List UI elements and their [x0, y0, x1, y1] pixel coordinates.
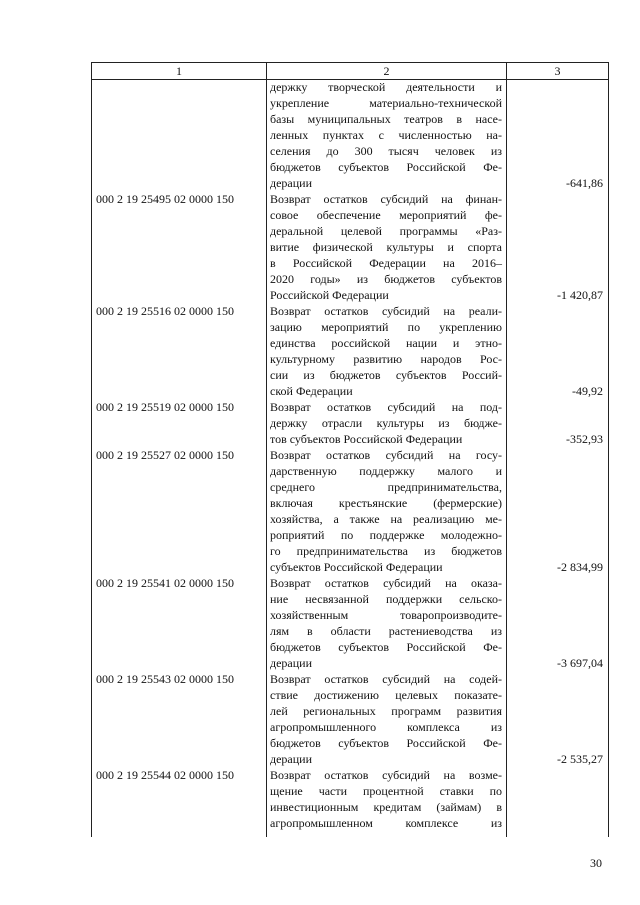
column-header-2: 2	[383, 64, 390, 78]
row-amount: -352,93	[566, 432, 603, 446]
row-description: Возврат остатков субсидий на под- держку отрасли культуры из бюдже- тов субъектов Российской Федерации	[270, 400, 502, 446]
row-description: Возврат остатков субсидий на возме- щение части процентной ставки по инвестиционным кредитам (займам) в агропромышленном комплексе из	[270, 768, 502, 830]
row-code: 000 2 19 25527 02 0000 150	[96, 448, 234, 462]
row-code: 000 2 19 25519 02 0000 150	[96, 400, 234, 414]
row-amount: -1 420,87	[557, 288, 603, 302]
page-number: 30	[590, 856, 602, 870]
row-description: Возврат остатков субсидий на госу- дарственную поддержку малого и среднего предпринимательства, включая крестьянские (фермерские) хозяйства, а также на реализацию ме- роприятий по поддержке молодежно- го предпринимательства из бюджетов субъектов Российской Федерации	[270, 448, 502, 574]
row-description: держку творческой деятельности и укрепление материально-технической базы муниципальных театров в насе- ленных пунктах с численностью на- селения до 300 тысяч человек из бюджетов субъектов Российской Фе- дерации	[270, 80, 502, 190]
column-divider	[266, 63, 267, 837]
column-divider	[506, 63, 507, 837]
row-amount: -3 697,04	[557, 656, 603, 670]
row-description: Возврат остатков субсидий на оказа- ние несвязанной поддержки сельско- хозяйственным товаропроизводите- лям в области растениеводства из бюджетов субъектов Российской Фе- дерации	[270, 576, 502, 670]
row-code: 000 2 19 25516 02 0000 150	[96, 304, 234, 318]
row-amount: -2 834,99	[557, 560, 603, 574]
row-amount: -2 535,27	[557, 752, 603, 766]
column-header-1: 1	[176, 64, 182, 78]
column-header-3: 3	[554, 64, 561, 78]
row-code: 000 2 19 25541 02 0000 150	[96, 576, 234, 590]
row-code: 000 2 19 25495 02 0000 150	[96, 192, 234, 206]
row-description: Возврат остатков субсидий на содей- ствие достижению целевых показате- лей региональных программ развития агропромышленного комплекса из бюджетов субъектов Российской Фе- дерации	[270, 672, 502, 766]
row-description: Возврат остатков субсидий на реали- зацию мероприятий по укреплению единства российской нации и этно- культурному развитию народов Рос- сии из бюджетов субъектов Россий- ской Федерации	[270, 304, 502, 398]
row-code: 000 2 19 25543 02 0000 150	[96, 672, 234, 686]
budget-table	[91, 62, 609, 837]
row-code: 000 2 19 25544 02 0000 150	[96, 768, 234, 782]
row-amount: -49,92	[572, 384, 603, 398]
row-description: Возврат остатков субсидий на финан- совое обеспечение мероприятий фе- деральной целевой программы «Раз- витие физической культуры и спорта в Российской Федерации на 2016– 2020 годы» из бюджетов субъектов Российской Федерации	[270, 192, 502, 302]
row-amount: -641,86	[566, 176, 603, 190]
